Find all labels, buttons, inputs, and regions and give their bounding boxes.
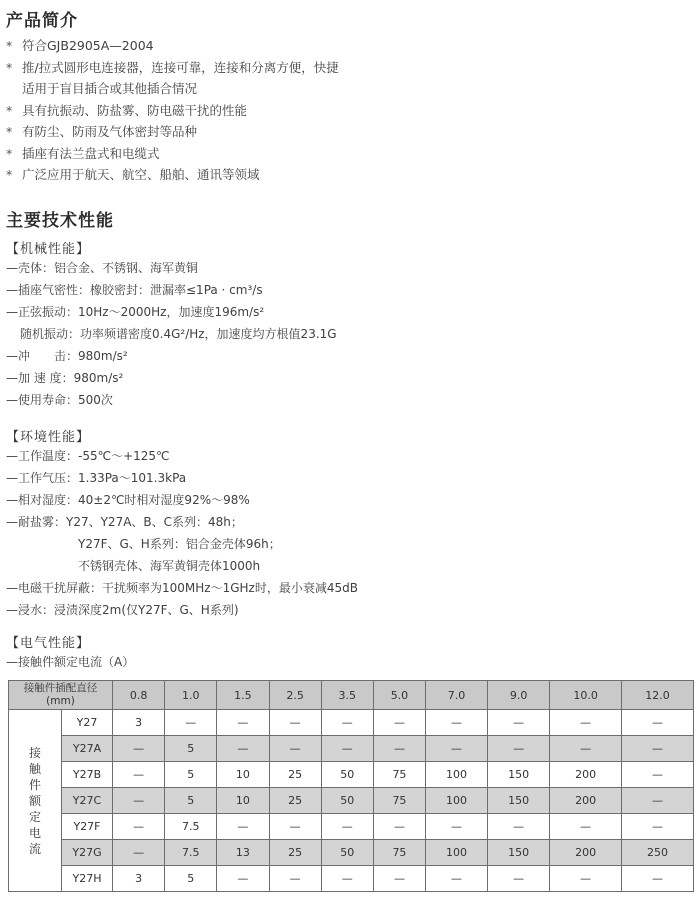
spec-shell: —壳体：铝合金、不锈钢、海军黄铜 [6, 261, 199, 275]
table-cell: — [373, 736, 425, 762]
table-cell: — [426, 736, 488, 762]
intro-bullet-text: 推/拉式圆形电连接器，连接可靠，连接和分离方便，快捷 [22, 59, 339, 75]
table-cell: 200 [550, 788, 622, 814]
table-cell: 75 [373, 788, 425, 814]
intro-bullet-text: 插座有法兰盘式和电缆式 [22, 145, 160, 161]
header-diameter: 5.0 [373, 681, 425, 710]
bullet-star-icon: * [6, 102, 13, 118]
table-cell: — [488, 710, 550, 736]
table-row [9, 788, 694, 814]
header-diameter-label-line2: (mm) [46, 695, 75, 707]
table-cell: — [113, 736, 165, 762]
table-cell: 5 [165, 866, 217, 892]
group-label-char: 电 [28, 825, 41, 840]
group-label-char: 流 [28, 841, 41, 856]
intro-bullet-line [22, 79, 197, 99]
header-diameter-label-line1: 接触件插配直径 [23, 682, 98, 694]
header-diameter: 10.0 [550, 681, 622, 710]
row-model: Y27C [62, 788, 113, 814]
spec-sine-vibration: —正弦振动：10Hz～2000Hz，加速度196m/s² [6, 305, 265, 319]
table-row [9, 840, 694, 866]
mechanical-section-title: 【机械性能】 [6, 242, 91, 257]
table-cell: — [622, 866, 694, 892]
spec-airtight: —插座气密性：橡胶密封：泄漏率≤1Pa · cm³/s [6, 283, 263, 297]
intro-bullet-line [6, 58, 339, 78]
group-label-rated-current [9, 710, 62, 892]
table-cell: — [113, 788, 165, 814]
table-cell: — [550, 866, 622, 892]
table-row [9, 762, 694, 788]
table-cell: — [622, 736, 694, 762]
table-cell: — [269, 866, 321, 892]
table-cell: — [622, 788, 694, 814]
table-cell: 100 [426, 788, 488, 814]
header-diameter: 12.0 [622, 681, 694, 710]
row-model: Y27H [62, 866, 113, 892]
table-cell: — [373, 814, 425, 840]
header-diameter: 3.5 [321, 681, 373, 710]
spec-emi-shielding: —电磁干扰屏蔽：干扰频率为100MHz～1GHz时，最小衰减45dB [6, 581, 358, 595]
table-row [9, 736, 694, 762]
group-label-char: 接 [28, 745, 41, 760]
table-cell: 25 [269, 788, 321, 814]
intro-title: 产品简介 [6, 11, 78, 31]
intro-bullet-text: 具有抗振动、防盐雾、防电磁干扰的性能 [22, 102, 248, 118]
table-row [9, 814, 694, 840]
spec-operating-pressure: —工作气压：1.33Pa～101.3kPa [6, 471, 187, 485]
header-diameter-label [9, 681, 113, 710]
table-cell: — [426, 710, 488, 736]
spec-random-vibration: 随机振动：功率频谱密度0.4G²/Hz，加速度均方根值23.1G [20, 327, 337, 341]
bullet-star-icon: * [6, 167, 13, 182]
table-cell: — [488, 736, 550, 762]
row-model: Y27F [62, 814, 113, 840]
table-cell: — [113, 814, 165, 840]
group-label-char: 定 [28, 809, 41, 824]
table-cell: 25 [269, 840, 321, 866]
spec-operating-temp: —工作温度：-55℃～+125℃ [6, 449, 170, 463]
table-cell: — [321, 710, 373, 736]
bullet-star-icon: * [6, 38, 13, 53]
table-cell: — [426, 866, 488, 892]
table-cell: 13 [217, 840, 269, 866]
intro-bullet-text: 有防尘、防雨及气体密封等品种 [22, 124, 198, 139]
table-cell: 10 [217, 788, 269, 814]
table-cell: — [373, 866, 425, 892]
table-cell: — [217, 814, 269, 840]
table-cell: — [488, 866, 550, 892]
row-model: Y27 [62, 710, 113, 736]
table-cell: 3 [113, 866, 165, 892]
intro-bullet-line [6, 36, 154, 56]
table-cell: — [550, 710, 622, 736]
table-cell: — [321, 866, 373, 892]
table-cell: 200 [550, 840, 622, 866]
table-cell: 150 [488, 788, 550, 814]
table-cell: 5 [165, 788, 217, 814]
header-diameter: 1.5 [217, 681, 269, 710]
spec-shock: —冲 击：980m/s² [6, 349, 128, 363]
spec-rated-current-label: —接触件额定电流（A） [6, 655, 135, 669]
intro-bullet-line [6, 165, 260, 185]
table-cell: — [426, 814, 488, 840]
row-model: Y27B [62, 762, 113, 788]
header-diameter: 7.0 [426, 681, 488, 710]
header-diameter: 9.0 [488, 681, 550, 710]
table-cell: 100 [426, 840, 488, 866]
header-diameter: 0.8 [113, 681, 165, 710]
table-cell: 150 [488, 840, 550, 866]
table-cell: — [269, 710, 321, 736]
bullet-star-icon: * [6, 124, 13, 139]
row-model: Y27A [62, 736, 113, 762]
spec-acceleration: —加 速 度：980m/s² [6, 371, 124, 385]
intro-bullet-text: 广泛应用于航天、航空、船舶、通讯等领域 [22, 167, 260, 182]
intro-bullet-line [6, 122, 197, 142]
spec-humidity: —相对湿度：40±2℃时相对湿度92%～98% [6, 493, 250, 507]
table-cell: — [269, 814, 321, 840]
table-cell: 50 [321, 840, 373, 866]
header-diameter: 2.5 [269, 681, 321, 710]
table-cell: — [321, 736, 373, 762]
specs-title: 主要技术性能 [6, 211, 114, 231]
spec-service-life: —使用寿命：500次 [6, 393, 113, 407]
table-cell: 10 [217, 762, 269, 788]
table-cell: 5 [165, 736, 217, 762]
environment-section-title: 【环境性能】 [6, 430, 91, 445]
table-cell: 25 [269, 762, 321, 788]
table-cell: — [550, 814, 622, 840]
spec-salt-spray-3: 不锈钢壳体、海军黄铜壳体1000h [78, 559, 261, 573]
table-cell: 150 [488, 762, 550, 788]
electrical-section-title: 【电气性能】 [6, 636, 91, 651]
table-row [9, 710, 694, 736]
table-cell: 75 [373, 840, 425, 866]
table-cell: — [217, 736, 269, 762]
table-cell: — [113, 840, 165, 866]
intro-bullet-text: 符合GJB2905A—2004 [22, 38, 154, 53]
table-row [9, 866, 694, 892]
table-cell: — [622, 814, 694, 840]
intro-bullet-text: 适用于盲目插合或其他插合情况 [22, 81, 198, 96]
table-cell: 3 [113, 710, 165, 736]
table-cell: — [550, 736, 622, 762]
table-cell: — [165, 710, 217, 736]
table-cell: — [622, 762, 694, 788]
table-cell: 100 [426, 762, 488, 788]
group-label-char: 额 [28, 793, 41, 808]
bullet-star-icon: * [6, 145, 13, 161]
table-cell: — [217, 710, 269, 736]
table-header-row [9, 681, 694, 710]
intro-bullet-line [6, 101, 247, 121]
header-diameter: 1.0 [165, 681, 217, 710]
group-label-char: 触 [28, 761, 41, 776]
table-cell: — [269, 736, 321, 762]
spec-salt-spray-1: —耐盐雾：Y27、Y27A、B、C系列：48h； [6, 515, 243, 529]
table-cell: 7.5 [165, 814, 217, 840]
table-cell: 250 [622, 840, 694, 866]
group-label-char: 件 [28, 777, 41, 792]
spec-salt-spray-2: Y27F、G、H系列：铝合金壳体96h； [78, 537, 281, 551]
table-cell: — [217, 866, 269, 892]
row-model: Y27G [62, 840, 113, 866]
table-cell: — [321, 814, 373, 840]
table-cell: — [488, 814, 550, 840]
table-cell: 5 [165, 762, 217, 788]
table-cell: — [373, 710, 425, 736]
table-cell: 50 [321, 788, 373, 814]
table-cell: 200 [550, 762, 622, 788]
table-cell: — [113, 762, 165, 788]
bullet-star-icon: * [6, 59, 13, 75]
spec-immersion: —浸水：浸渍深度2m(仅Y27F、G、H系列) [6, 603, 239, 617]
table-cell: 50 [321, 762, 373, 788]
intro-bullet-line [6, 144, 160, 164]
table-cell: 7.5 [165, 840, 217, 866]
table-cell: — [622, 710, 694, 736]
rated-current-table [8, 680, 694, 892]
table-cell: 75 [373, 762, 425, 788]
